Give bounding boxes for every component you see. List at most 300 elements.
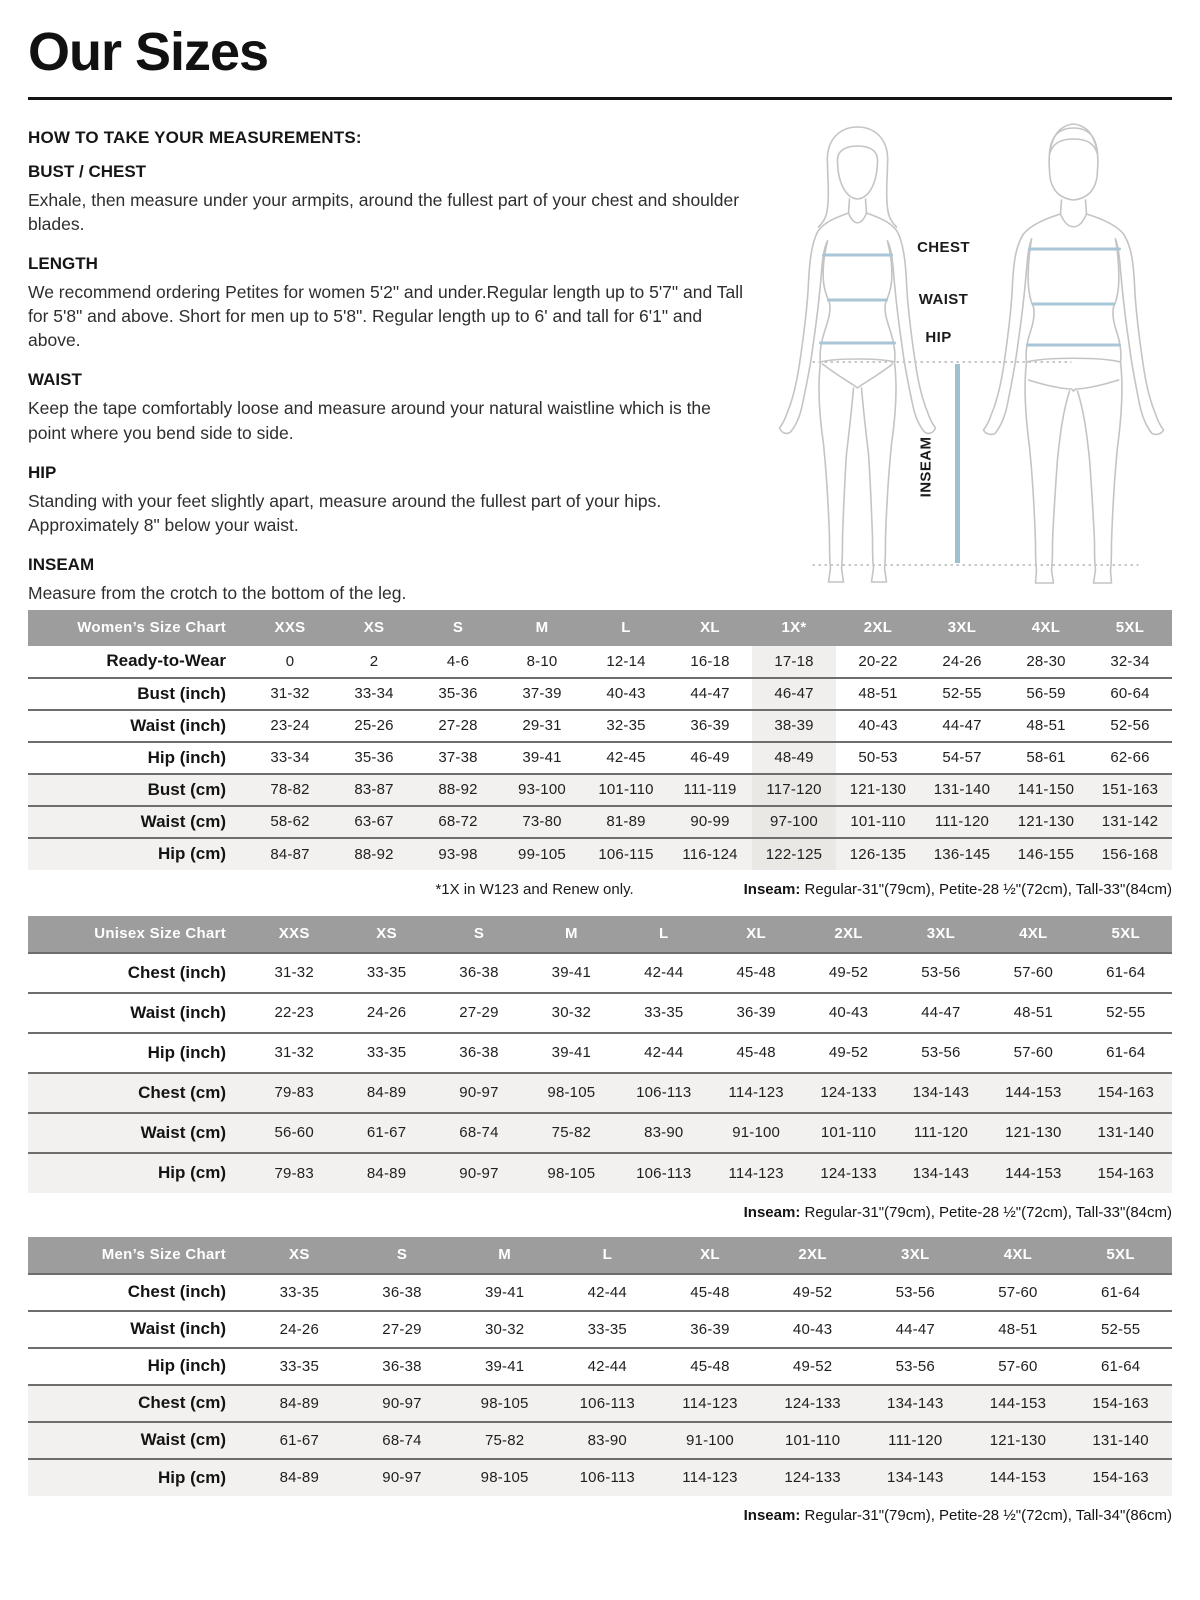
size-cell: 68-74 (382, 1431, 422, 1449)
inseam-footnote-label: Inseam: (743, 880, 801, 898)
womens-size-chart-section (28, 610, 1172, 898)
size-cell: 33-35 (366, 964, 407, 982)
size-cell: 90-97 (459, 1084, 499, 1102)
size-cell: 98-105 (480, 1469, 529, 1487)
section-length (28, 254, 763, 352)
size-cell: 124-133 (784, 1469, 841, 1487)
size-cell: 83-87 (354, 781, 394, 799)
size-cell: 144-153 (989, 1469, 1047, 1487)
size-cell: 35-36 (438, 685, 478, 703)
size-cell: 61-64 (1106, 964, 1146, 982)
size-cell: 42-44 (587, 1357, 627, 1375)
column-header: XXS (248, 916, 340, 953)
table-row (28, 774, 1172, 806)
size-cell: 42-44 (644, 964, 684, 982)
size-cell: 57-60 (1013, 964, 1053, 982)
mens-table-footnotes (28, 1496, 1172, 1524)
unisex-size-table-container (28, 916, 1172, 1193)
table-title: Men’s Size Chart (28, 1237, 248, 1274)
womens-size-table-container (28, 610, 1172, 870)
column-header: L (584, 610, 668, 646)
size-cell: 57-60 (998, 1283, 1038, 1301)
row-label: Hip (cm) (158, 844, 226, 864)
size-cell: 29-31 (522, 717, 562, 735)
inseam-footnote (744, 881, 1172, 898)
section-bust-chest (28, 162, 763, 236)
size-cell: 106-113 (579, 1394, 635, 1412)
size-cell: 58-62 (270, 813, 310, 831)
size-cell: 36-38 (459, 1044, 499, 1062)
size-cell: 90-97 (382, 1394, 422, 1412)
page-title: Our Sizes (28, 22, 269, 82)
size-cell: 75-82 (551, 1124, 592, 1142)
size-cell: 49-52 (792, 1357, 833, 1375)
table-row (28, 646, 1172, 678)
size-cell: 111-120 (913, 1124, 969, 1142)
row-label: Waist (cm) (140, 811, 226, 831)
column-header: 5XL (1069, 1237, 1172, 1274)
row-label: Hip (inch) (147, 1356, 226, 1376)
size-cell: 144-153 (989, 1394, 1047, 1412)
size-cell: 93-98 (438, 845, 478, 863)
size-cell: 61-67 (366, 1124, 407, 1142)
column-header: M (500, 610, 584, 646)
size-cell: 48-49 (752, 742, 836, 774)
section-inseam (28, 555, 763, 605)
size-cell: 131-140 (1092, 1431, 1149, 1449)
size-cell: 81-89 (606, 813, 646, 831)
row-label: Waist (cm) (140, 1122, 226, 1142)
size-cell: 90-99 (690, 813, 730, 831)
size-cell: 42-45 (606, 749, 646, 767)
size-cell: 36-39 (690, 1320, 730, 1338)
row-label: Chest (cm) (138, 1393, 226, 1413)
section-body: Measure from the crotch to the bottom of the leg. (28, 582, 407, 603)
size-cell: 20-22 (858, 652, 898, 670)
size-cell: 12-14 (606, 652, 646, 670)
inseam-footnote-text: Regular-31"(79cm), Petite-28 ½"(72cm), Tall-33"(84cm) (800, 880, 1172, 898)
size-cell: 30-32 (551, 1004, 592, 1022)
size-cell: 106-113 (636, 1164, 692, 1182)
size-cell: 154-163 (1092, 1469, 1149, 1487)
size-cell: 98-105 (547, 1084, 596, 1102)
size-cell: 33-34 (270, 749, 310, 767)
table-row (28, 1348, 1172, 1385)
size-cell: 154-163 (1097, 1164, 1154, 1182)
size-cell: 60-64 (1110, 685, 1150, 703)
size-cell: 22-23 (274, 1004, 314, 1022)
size-cell: 101-110 (598, 781, 654, 799)
size-cell: 56-59 (1026, 685, 1066, 703)
column-header: XL (659, 1237, 762, 1274)
size-cell: 39-41 (522, 749, 562, 767)
size-cell: 111-119 (683, 781, 737, 799)
column-header: XS (332, 610, 416, 646)
size-cell: 49-52 (792, 1283, 833, 1301)
size-cell: 8-10 (526, 652, 558, 670)
size-cell: 30-32 (484, 1320, 525, 1338)
mens-size-table-container (28, 1237, 1172, 1496)
size-cell: 4-6 (446, 652, 470, 670)
section-waist (28, 370, 763, 444)
size-cell: 124-133 (784, 1394, 841, 1412)
table-row (28, 1113, 1172, 1153)
size-cell: 121-130 (1017, 813, 1075, 831)
measurement-diagram (763, 112, 1168, 596)
size-cell: 57-60 (998, 1357, 1038, 1375)
size-cell: 84-89 (366, 1164, 407, 1182)
size-cell: 124-133 (820, 1164, 877, 1182)
column-header: 1X* (752, 610, 836, 646)
column-header: XS (340, 916, 432, 953)
chest-label: CHEST (917, 238, 970, 256)
size-cell: 151-163 (1101, 781, 1159, 799)
size-cell: 136-145 (933, 845, 991, 863)
size-cell: 73-80 (522, 813, 562, 831)
table-row (28, 742, 1172, 774)
column-header: XXS (248, 610, 332, 646)
size-cell: 83-90 (587, 1431, 627, 1449)
size-cell: 114-123 (728, 1084, 784, 1102)
size-cell: 50-53 (858, 749, 898, 767)
section-body: Standing with your feet slightly apart, measure around the fullest part of your hips. Approximately 8" below your waist. (28, 490, 662, 535)
size-cell: 131-142 (1101, 813, 1159, 831)
section-title: WAIST (28, 370, 82, 390)
size-cell: 79-83 (274, 1084, 314, 1102)
size-cell: 33-35 (366, 1044, 407, 1062)
size-cell: 27-29 (459, 1004, 499, 1022)
size-cell: 156-168 (1101, 845, 1159, 863)
row-label: Hip (cm) (158, 1163, 226, 1183)
column-header: L (618, 916, 710, 953)
header-row (28, 916, 1172, 953)
instructions-heading: HOW TO TAKE YOUR MEASUREMENTS: (28, 127, 362, 147)
size-cell: 44-47 (942, 717, 982, 735)
size-cell: 84-87 (270, 845, 310, 863)
size-cell: 131-140 (933, 781, 991, 799)
size-cell: 45-48 (690, 1283, 730, 1301)
column-header: XS (248, 1237, 351, 1274)
size-cell: 33-35 (587, 1320, 627, 1338)
inseam-footnote (744, 1204, 1172, 1221)
table-row (28, 1311, 1172, 1348)
size-cell: 54-57 (942, 749, 982, 767)
size-cell: 101-110 (850, 813, 906, 831)
size-cell: 48-51 (1013, 1004, 1053, 1022)
size-cell: 52-55 (942, 685, 982, 703)
size-cell: 40-43 (792, 1320, 833, 1338)
size-cell: 84-89 (279, 1469, 320, 1487)
inseam-footnote (744, 1507, 1172, 1524)
size-cell: 91-100 (732, 1124, 781, 1142)
size-cell: 134-143 (887, 1469, 944, 1487)
size-cell: 33-35 (279, 1283, 320, 1301)
male-figure (984, 124, 1164, 583)
size-cell: 33-35 (279, 1357, 320, 1375)
table-row (28, 710, 1172, 742)
column-header: 4XL (1004, 610, 1088, 646)
size-cell: 134-143 (912, 1164, 970, 1182)
column-header: M (453, 1237, 556, 1274)
size-cell: 154-163 (1097, 1084, 1154, 1102)
size-cell: 121-130 (1005, 1124, 1062, 1142)
size-cell: 31-32 (274, 964, 314, 982)
womens-table-footnotes (28, 870, 1172, 898)
size-cell: 36-39 (690, 717, 730, 735)
table-row (28, 806, 1172, 838)
size-cell: 90-97 (459, 1164, 499, 1182)
header-row (28, 1237, 1172, 1274)
size-cell: 27-29 (382, 1320, 422, 1338)
size-cell: 63-67 (354, 813, 394, 831)
hip-label: HIP (925, 328, 952, 346)
mens-size-chart (28, 1237, 1172, 1496)
table-row (28, 993, 1172, 1033)
column-header: L (556, 1237, 659, 1274)
table-row (28, 1153, 1172, 1193)
column-header: 3XL (864, 1237, 967, 1274)
size-cell: 116-124 (682, 845, 738, 863)
size-cell: 49-52 (828, 1044, 869, 1062)
size-cell: 134-143 (912, 1084, 970, 1102)
size-cell: 39-41 (484, 1283, 525, 1301)
size-cell: 42-44 (587, 1283, 627, 1301)
section-title: HIP (28, 462, 57, 482)
size-cell: 25-26 (354, 717, 394, 735)
inseam-label: INSEAM (917, 436, 935, 498)
row-label: Waist (inch) (130, 1319, 226, 1339)
size-cell: 31-32 (274, 1044, 314, 1062)
size-cell: 101-110 (820, 1124, 877, 1142)
column-header: S (351, 1237, 454, 1274)
size-cell: 40-43 (606, 685, 646, 703)
size-cell: 45-48 (690, 1357, 730, 1375)
size-cell: 39-41 (551, 964, 592, 982)
size-cell: 93-100 (518, 781, 566, 799)
size-cell: 98-105 (480, 1394, 529, 1412)
unisex-size-chart (28, 916, 1172, 1193)
size-cell: 97-100 (752, 806, 836, 838)
size-cell: 0 (285, 652, 295, 670)
size-cell: 48-51 (1026, 717, 1066, 735)
size-cell: 35-36 (354, 749, 394, 767)
column-header: 5XL (1080, 916, 1172, 953)
size-cell: 2 (369, 652, 379, 670)
size-cell: 134-143 (887, 1394, 944, 1412)
size-cell: 36-38 (382, 1357, 422, 1375)
inseam-footnote-label: Inseam: (743, 1506, 801, 1524)
size-cell: 61-64 (1100, 1283, 1141, 1301)
size-cell: 61-64 (1100, 1357, 1141, 1375)
column-header: XL (710, 916, 802, 953)
row-label: Chest (inch) (127, 1282, 226, 1302)
column-header: 3XL (920, 610, 1004, 646)
size-cell: 58-61 (1026, 749, 1066, 767)
size-cell: 122-125 (752, 838, 836, 870)
size-cell: 53-56 (895, 1357, 935, 1375)
section-body: Keep the tape comfortably loose and measure around your natural waistline which is the point where you bend side to side. (28, 398, 711, 443)
size-cell: 83-90 (644, 1124, 684, 1142)
size-cell: 68-74 (459, 1124, 499, 1142)
row-label: Bust (cm) (147, 779, 226, 799)
size-cell: 44-47 (690, 685, 730, 703)
size-cell: 39-41 (484, 1357, 525, 1375)
table-title: Unisex Size Chart (28, 916, 248, 953)
row-label: Chest (cm) (138, 1082, 226, 1102)
size-cell: 114-123 (682, 1394, 738, 1412)
one-x-footnote: *1X in W123 and Renew only. (435, 880, 634, 898)
size-cell: 61-67 (279, 1431, 320, 1449)
row-label: Waist (cm) (140, 1430, 226, 1450)
size-cell: 33-35 (644, 1004, 684, 1022)
size-cell: 114-123 (682, 1469, 738, 1487)
size-cell: 40-43 (858, 717, 898, 735)
size-cell: 106-113 (636, 1084, 692, 1102)
size-cell: 88-92 (438, 781, 478, 799)
table-row (28, 1422, 1172, 1459)
size-cell: 78-82 (270, 781, 310, 799)
size-cell: 52-56 (1110, 717, 1150, 735)
column-header: 5XL (1088, 610, 1172, 646)
title-divider (28, 97, 1172, 100)
waist-label: WAIST (918, 290, 969, 308)
size-cell: 101-110 (784, 1431, 841, 1449)
size-cell: 36-39 (736, 1004, 776, 1022)
table-row (28, 1459, 1172, 1496)
table-row (28, 1033, 1172, 1073)
size-cell: 38-39 (752, 710, 836, 742)
size-cell: 88-92 (354, 845, 394, 863)
size-cell: 121-130 (989, 1431, 1047, 1449)
size-cell: 45-48 (736, 1044, 776, 1062)
table-row (28, 838, 1172, 870)
measurement-instructions (28, 124, 763, 603)
size-cell: 154-163 (1092, 1394, 1149, 1412)
size-cell: 75-82 (484, 1431, 525, 1449)
size-cell: 32-35 (606, 717, 646, 735)
column-header: 2XL (761, 1237, 864, 1274)
size-cell: 16-18 (690, 652, 730, 670)
column-header: 4XL (967, 1237, 1070, 1274)
row-label: Waist (inch) (130, 1002, 226, 1022)
size-cell: 126-135 (849, 845, 907, 863)
size-cell: 99-105 (518, 845, 566, 863)
size-cell: 79-83 (274, 1164, 314, 1182)
table-row (28, 953, 1172, 993)
header-row (28, 610, 1172, 646)
size-cell: 45-48 (736, 964, 776, 982)
table-title: Women’s Size Chart (28, 610, 248, 646)
unisex-size-chart-section (28, 916, 1172, 1221)
column-header: S (416, 610, 500, 646)
table-row (28, 678, 1172, 710)
inseam-footnote-text: Regular-31"(79cm), Petite-28 ½"(72cm), Tall-33"(84cm) (800, 1203, 1172, 1221)
size-cell: 37-39 (522, 685, 562, 703)
size-cell: 124-133 (820, 1084, 877, 1102)
column-header: 4XL (987, 916, 1079, 953)
size-cell: 144-153 (1005, 1164, 1062, 1182)
section-body: We recommend ordering Petites for women 5'2" and under.Regular length up to 5'7" and Tall for 5'8" and above. Short for men up to 5'8". Regular length up to 6' and tall for 6'1" and above. (28, 281, 743, 351)
size-cell: 27-28 (438, 717, 478, 735)
size-cell: 37-38 (438, 749, 478, 767)
size-cell: 36-38 (459, 964, 499, 982)
inseam-footnote-text: Regular-31"(79cm), Petite-28 ½"(72cm), Tall-34"(86cm) (800, 1506, 1172, 1524)
section-title: BUST / CHEST (28, 161, 147, 181)
size-cell: 111-120 (934, 813, 990, 831)
size-cell: 53-56 (895, 1283, 935, 1301)
size-cell: 91-100 (685, 1431, 734, 1449)
size-cell: 84-89 (279, 1394, 320, 1412)
size-cell: 24-26 (279, 1320, 320, 1338)
size-cell: 68-72 (438, 813, 478, 831)
size-cell: 52-55 (1100, 1320, 1141, 1338)
section-hip (28, 463, 763, 537)
row-label: Hip (inch) (147, 747, 226, 767)
row-label: Hip (inch) (147, 1042, 226, 1062)
size-cell: 17-18 (752, 646, 836, 678)
unisex-table-footnotes (28, 1193, 1172, 1221)
column-header: M (525, 916, 617, 953)
size-cell: 144-153 (1005, 1084, 1062, 1102)
column-header: S (433, 916, 525, 953)
size-cell: 33-34 (354, 685, 394, 703)
column-header: 2XL (802, 916, 894, 953)
size-cell: 44-47 (895, 1320, 935, 1338)
womens-size-chart (28, 610, 1172, 870)
size-cell: 84-89 (366, 1084, 407, 1102)
size-cell: 56-60 (274, 1124, 314, 1142)
size-cell: 90-97 (382, 1469, 422, 1487)
row-label: Ready-to-Wear (106, 651, 226, 671)
size-cell: 46-47 (752, 678, 836, 710)
section-title: INSEAM (28, 554, 95, 574)
inseam-footnote-label: Inseam: (743, 1203, 801, 1221)
column-header: 2XL (836, 610, 920, 646)
size-cell: 48-51 (858, 685, 898, 703)
size-cell: 52-55 (1106, 1004, 1146, 1022)
size-cell: 111-120 (888, 1431, 943, 1449)
size-cell: 141-150 (1017, 781, 1075, 799)
size-cell: 36-38 (382, 1283, 422, 1301)
body-measurement-illustration (763, 112, 1168, 584)
size-cell: 114-123 (728, 1164, 784, 1182)
size-cell: 39-41 (551, 1044, 592, 1062)
table-row (28, 1274, 1172, 1311)
size-cell: 106-115 (598, 845, 654, 863)
size-cell: 106-113 (579, 1469, 635, 1487)
section-title: LENGTH (28, 253, 98, 273)
size-cell: 31-32 (270, 685, 310, 703)
size-cell: 24-26 (942, 652, 982, 670)
measurement-guide (28, 124, 1172, 603)
size-cell: 62-66 (1110, 749, 1150, 767)
mens-size-chart-section (28, 1237, 1172, 1524)
column-header: 3XL (895, 916, 987, 953)
female-figure (780, 127, 936, 582)
size-cell: 40-43 (828, 1004, 869, 1022)
size-cell: 42-44 (644, 1044, 684, 1062)
table-row (28, 1385, 1172, 1422)
row-label: Hip (cm) (158, 1467, 226, 1487)
table-row (28, 1073, 1172, 1113)
size-cell: 24-26 (366, 1004, 407, 1022)
size-cell: 53-56 (921, 1044, 961, 1062)
size-cell: 61-64 (1106, 1044, 1146, 1062)
size-cell: 23-24 (270, 717, 310, 735)
row-label: Chest (inch) (127, 962, 226, 982)
row-label: Bust (inch) (137, 683, 226, 703)
size-cell: 44-47 (921, 1004, 961, 1022)
